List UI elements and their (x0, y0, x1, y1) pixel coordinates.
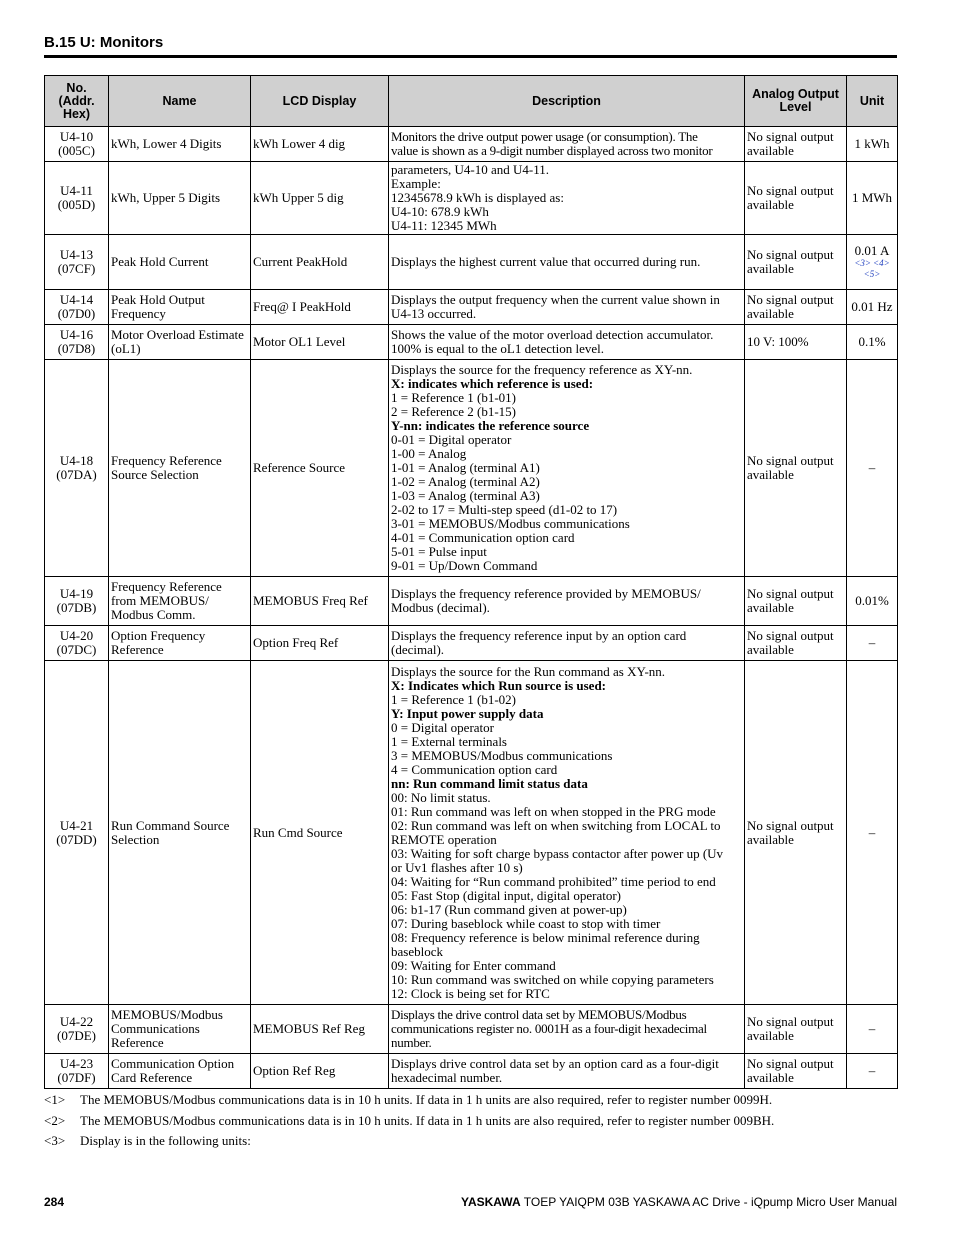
description-line: 1 = External terminals (391, 733, 507, 749)
footnote (44, 1111, 897, 1132)
parameter-address: (07CF) (57, 261, 96, 276)
parameter-name: Run Command Source Selection (109, 661, 251, 1005)
unit (847, 360, 898, 577)
description-line: Displays the source for the frequency reference as XY-nn. (391, 362, 693, 377)
description (389, 1005, 745, 1054)
description-line: X: Indicates which Run source is used: (391, 677, 607, 693)
description-line: Example: (391, 176, 441, 191)
description-line: hexadecimal number. (391, 1070, 503, 1085)
analog-output-level: No signal output available (745, 290, 847, 325)
table-row (45, 162, 898, 235)
description-line: Shows the value of the motor overload detection accumulator. (391, 327, 714, 342)
footer-title: TOEP YAIQPM 03B YASKAWA AC Drive - iQpump Micro User Manual (523, 1195, 897, 1209)
description-line: U4-13 occurred. (391, 306, 477, 321)
description-line: 08: Frequency reference is below minimal reference during (391, 929, 700, 945)
table-row (45, 127, 898, 162)
description-line: communications register no. 0001H as a four-digit hexadecimal (391, 1021, 707, 1036)
description (389, 127, 745, 162)
description-line: U4-10: 678.9 kWh (391, 204, 489, 219)
header-lcd-display: LCD Display (251, 76, 389, 127)
footnote (44, 1090, 897, 1111)
lcd-display: kWh Upper 5 dig (251, 162, 389, 235)
parameter-number (45, 360, 109, 577)
header-no: No. (Addr. Hex) (45, 76, 109, 127)
parameter-address: (07DE) (57, 1028, 96, 1043)
description (389, 1054, 745, 1089)
unit (847, 162, 898, 235)
parameter-address: (07D0) (57, 306, 96, 321)
parameter-id: U4-14 (59, 292, 94, 307)
parameter-name: kWh, Upper 5 Digits (109, 162, 251, 235)
parameter-id: U4-18 (59, 453, 94, 468)
unit-value: 0.1% (858, 334, 886, 349)
parameter-id: U4-22 (59, 1014, 94, 1029)
parameter-number (45, 235, 109, 290)
table-row (45, 577, 898, 626)
parameter-number (45, 162, 109, 235)
unit (847, 1005, 898, 1054)
parameter-id: U4-13 (59, 247, 94, 262)
table-row (45, 626, 898, 661)
description-line: 0-01 = Digital operator (391, 432, 512, 447)
header-unit: Unit (847, 76, 898, 127)
description-line: 5-01 = Pulse input (391, 544, 487, 559)
parameter-id: U4-16 (59, 327, 94, 342)
lcd-display: Reference Source (251, 360, 389, 577)
parameter-number (45, 626, 109, 661)
description-line: 0 = Digital operator (391, 719, 494, 735)
unit-value: – (868, 1063, 876, 1078)
lcd-display: Current PeakHold (251, 235, 389, 290)
parameter-name: Frequency Reference Source Selection (109, 360, 251, 577)
description-line: 2 = Reference 2 (b1-15) (391, 404, 516, 419)
analog-output-level: No signal output available (745, 235, 847, 290)
parameter-address: (07DA) (56, 467, 97, 482)
parameter-name: Motor Overload Estimate (oL1) (109, 325, 251, 360)
description-line: 03: Waiting for soft charge bypass contactor after power up (Uv (391, 845, 724, 861)
footnote (44, 1131, 897, 1152)
page-number: 284 (44, 1195, 65, 1209)
description-line: baseblock (391, 943, 443, 959)
description-line: 06: b1-17 (Run command given at power-up) (391, 901, 627, 917)
analog-output-level: 10 V: 100% (745, 325, 847, 360)
unit-footnote-refs (849, 258, 895, 280)
description-line: 1-00 = Analog (391, 446, 467, 461)
description-line: 4 = Communication option card (391, 761, 558, 777)
description-line: 00: No limit status. (391, 789, 491, 805)
parameter-address: (07DF) (57, 1070, 96, 1085)
description-line: Displays drive control data set by an option card as a four-digit (391, 1056, 719, 1071)
analog-output-level: No signal output available (745, 1005, 847, 1054)
description (389, 626, 745, 661)
parameter-name: Peak Hold Current (109, 235, 251, 290)
description-line: 07: During baseblock while coast to stop with timer (391, 915, 661, 931)
lcd-display: kWh Lower 4 dig (251, 127, 389, 162)
unit (847, 325, 898, 360)
table-row (45, 325, 898, 360)
description (389, 661, 745, 1005)
description-line: 05: Fast Stop (digital input, digital operator) (391, 887, 622, 903)
description-line: 1 = Reference 1 (b1-01) (391, 390, 516, 405)
description-line: 04: Waiting for “Run command prohibited” time period to end (391, 873, 716, 889)
parameter-name: Peak Hold Output Frequency (109, 290, 251, 325)
footnote-text: The MEMOBUS/Modbus communications data is in 10 h units. If data in 1 h units are also required, refer to register number 009BH. (80, 1112, 775, 1128)
description-line: 10: Run command was switched on while copying parameters (391, 971, 714, 987)
parameter-name: Option Frequency Reference (109, 626, 251, 661)
description-line: 2-02 to 17 = Multi-step speed (d1-02 to 17) (391, 502, 618, 517)
unit (847, 1054, 898, 1089)
description-line: 09: Waiting for Enter command (391, 957, 556, 973)
description-line: 3-01 = MEMOBUS/Modbus communications (391, 516, 630, 531)
description-line: 9-01 = Up/Down Command (391, 558, 538, 573)
table-row (45, 1005, 898, 1054)
description (389, 325, 745, 360)
description-line: 1 = Reference 1 (b1-02) (391, 691, 516, 707)
description-line: (decimal). (391, 642, 445, 657)
parameter-number (45, 127, 109, 162)
section-divider (44, 55, 897, 58)
description-line: 12: Clock is being set for RTC (391, 985, 550, 1001)
description-line: Modbus (decimal). (391, 600, 490, 615)
footnote-link[interactable]: <4> (873, 258, 890, 268)
parameter-name: MEMOBUS/Modbus Communications Reference (109, 1005, 251, 1054)
parameter-id: U4-11 (60, 183, 93, 198)
parameter-number (45, 1005, 109, 1054)
unit (847, 661, 898, 1005)
footnote-mark: <3> (44, 1133, 66, 1148)
footnote-link[interactable]: <3> (854, 258, 871, 268)
description-line: 12345678.9 kWh is displayed as: (391, 190, 564, 205)
unit (847, 235, 898, 290)
parameter-number (45, 290, 109, 325)
description-line: Y: Input power supply data (391, 705, 544, 721)
description-line: number. (391, 1035, 432, 1050)
description-line: 1-03 = Analog (terminal A3) (391, 488, 540, 503)
unit-value: – (868, 460, 876, 475)
footnote-link[interactable]: <5> (863, 269, 881, 279)
analog-output-level: No signal output available (745, 127, 847, 162)
description-line: Displays the frequency reference input by an option card (391, 628, 687, 643)
description-line: Displays the frequency reference provided by MEMOBUS/ (391, 586, 701, 601)
footnote-mark: <2> (44, 1112, 66, 1128)
lcd-display: Option Ref Reg (251, 1054, 389, 1089)
description-line: Displays the highest current value that occurred during run. (391, 254, 701, 269)
table-row (45, 1054, 898, 1089)
lcd-display: Motor OL1 Level (251, 325, 389, 360)
description-line: REMOTE operation (391, 831, 497, 847)
unit (847, 626, 898, 661)
description-line: Displays the drive control data set by MEMOBUS/Modbus (391, 1007, 687, 1022)
parameter-name: Communication Option Card Reference (109, 1054, 251, 1089)
parameter-id: U4-23 (59, 1056, 94, 1071)
analog-output-level: No signal output available (745, 661, 847, 1005)
description (389, 162, 745, 235)
parameter-name: Frequency Reference from MEMOBUS/ Modbus Comm. (109, 577, 251, 626)
parameter-address: (07DD) (56, 831, 97, 847)
footnote-mark: <1> (44, 1092, 66, 1107)
footnote-text: The MEMOBUS/Modbus communications data is in 10 h units. If data in 1 h units are also required, refer to register number 0099H. (80, 1092, 773, 1107)
description-line: Displays the output frequency when the current value shown in (391, 292, 720, 307)
unit-value: 1 MWh (851, 190, 893, 205)
description-line: 02: Run command was left on when switching from LOCAL to (391, 817, 721, 833)
unit-value: 1 kWh (854, 136, 890, 151)
unit-value: – (868, 1021, 876, 1036)
parameter-id: U4-20 (59, 628, 94, 643)
parameter-id: U4-19 (59, 586, 94, 601)
description-line: value is shown as a 9-digit number displayed across two monitor (391, 143, 713, 158)
lcd-display: Option Freq Ref (251, 626, 389, 661)
description-line: 1-01 = Analog (terminal A1) (391, 460, 540, 475)
unit-value: – (868, 824, 876, 840)
unit (847, 577, 898, 626)
unit (847, 127, 898, 162)
analog-output-level: No signal output available (745, 1054, 847, 1089)
analog-output-level: No signal output available (745, 360, 847, 577)
section-title: B.15 U: Monitors (44, 34, 164, 51)
parameter-name: kWh, Lower 4 Digits (109, 127, 251, 162)
lcd-display: Freq@ I PeakHold (251, 290, 389, 325)
parameter-number (45, 325, 109, 360)
parameter-number (45, 1054, 109, 1089)
description-line: 3 = MEMOBUS/Modbus communications (391, 747, 613, 763)
description (389, 235, 745, 290)
parameter-number (45, 661, 109, 1005)
analog-output-level: No signal output available (745, 626, 847, 661)
description (389, 360, 745, 577)
footer-brand: YASKAWA (461, 1195, 521, 1209)
parameter-address: (07D8) (57, 341, 96, 356)
table-header-row (45, 76, 898, 127)
description (389, 577, 745, 626)
table-row (45, 235, 898, 290)
description-line: 4-01 = Communication option card (391, 530, 575, 545)
description-line: or Uv1 flashes after 10 s) (391, 859, 523, 875)
unit-value: – (868, 635, 876, 650)
unit-value: 0.01 A (854, 243, 890, 258)
description-line: X: indicates which reference is used: (391, 376, 594, 391)
parameter-id: U4-10 (59, 129, 94, 144)
footer-manual-title (461, 1195, 897, 1209)
header-description: Description (389, 76, 745, 127)
lcd-display: MEMOBUS Freq Ref (251, 577, 389, 626)
description-line: 01: Run command was left on when stopped in the PRG mode (391, 803, 716, 819)
monitors-table (44, 75, 898, 1089)
parameter-address: (07DB) (56, 600, 97, 615)
description-line: 1-02 = Analog (terminal A2) (391, 474, 540, 489)
description-line: nn: Run command limit status data (391, 775, 588, 791)
description-line: Monitors the drive output power usage (or consumption). The (391, 129, 698, 144)
analog-output-level: No signal output available (745, 162, 847, 235)
table-row (45, 661, 898, 1005)
table-row (45, 290, 898, 325)
unit (847, 290, 898, 325)
description (389, 290, 745, 325)
description-line: parameters, U4-10 and U4-11. (391, 162, 549, 177)
parameter-id: U4-21 (59, 817, 94, 833)
unit-value: 0.01 Hz (851, 299, 893, 314)
footnotes (44, 1090, 897, 1152)
description-line: 100% is equal to the oL1 detection level. (391, 341, 604, 356)
footnote-text: Display is in the following units: (80, 1133, 251, 1148)
description-line: Y-nn: indicates the reference source (391, 418, 590, 433)
lcd-display: Run Cmd Source (251, 661, 389, 1005)
description-line: U4-11: 12345 MWh (391, 218, 497, 233)
parameter-address: (07DC) (56, 642, 97, 657)
analog-output-level: No signal output available (745, 577, 847, 626)
header-analog-output-level: Analog Output Level (745, 76, 847, 127)
description-line: Displays the source for the Run command as XY-nn. (391, 663, 666, 679)
header-name: Name (109, 76, 251, 127)
parameter-address: (005C) (58, 143, 95, 158)
parameter-address: (005D) (57, 197, 96, 212)
parameter-number (45, 577, 109, 626)
lcd-display: MEMOBUS Ref Reg (251, 1005, 389, 1054)
unit-value: 0.01% (855, 593, 889, 608)
table-row (45, 360, 898, 577)
